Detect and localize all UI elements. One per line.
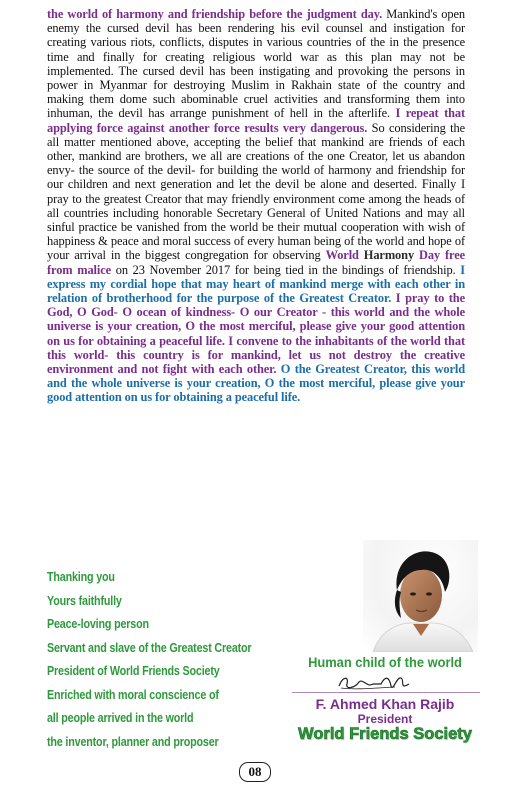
letter-body: [47, 7, 465, 405]
signatory-role: President: [357, 712, 413, 726]
portrait-photo: [363, 540, 478, 652]
closing-line: the inventor, planner and proposer: [47, 734, 219, 749]
handwritten-signature: [335, 672, 415, 694]
organization-name: World Friends Society: [298, 725, 472, 743]
body-emphasis-blue: I express my cordial hope that may heart of mankind merge with each other in relation of brotherhood for the purpose of the Greatest Creator.: [47, 262, 465, 306]
body-emphasis-purple: I pray to the God, O God- O ocean of kindness- O our Creator - this world and the whole universe is your creation, O the most merciful, please give your good attention on us for obtaining a peaceful life.: [47, 291, 465, 348]
signature-title: Human child of the world: [308, 654, 462, 670]
signatory-name: F. Ahmed Khan Rajib: [315, 696, 455, 712]
event-name-day: Day free from malice: [47, 248, 466, 277]
closing-line: Peace-loving person: [47, 617, 149, 631]
body-paragraph: on 23 November 2017 for being tied in the bindings of friendship.: [111, 262, 461, 277]
page-number: 08: [239, 762, 271, 782]
closing-line: all people arrived in the world: [47, 711, 194, 725]
body-paragraph: Mankind's open enemy the cursed devil has been rendering his evil counsel and instigation for creating various riots, conflicts, disputes in various countries of the in the presence time and finally for creating religious world war as this plan may not be implemented. The cursed devil has been instigating and provoking the persons in power in Myanmar for destroying Muslim in Rakhain state of the country and making them dome such abominable cruel activities and transforming them into inhuman, the devil has arrange punishment of hell in the afterlife.: [47, 7, 465, 121]
body-emphasis-purple: I convene to the inhabitants of the world that this world- this country is for mankind, let us not destroy the creative environment and not fight with each other.: [47, 333, 465, 377]
closing-line: Thanking you: [47, 570, 115, 584]
body-emphasis-purple: the world of harmony and friendship before the judgment day.: [47, 7, 383, 21]
closing-line: Yours faithfully: [47, 593, 122, 608]
closing-block: [47, 566, 253, 754]
signature-divider: [292, 692, 480, 693]
event-name-world: World: [325, 248, 359, 263]
closing-line: Servant and slave of the Greatest Creator: [47, 640, 252, 655]
body-emphasis-purple: I repeat that applying force against another force results very dangerous.: [47, 106, 466, 135]
body-paragraph: So considering the all matter mentioned above, accepting the belief that mankind are friends of each other, mankind are brothers, we all are creations of the one Creator, let us abandon envy- the source of the devil- for building the world of harmony and friendship for our children and next generation and let the devil be alone and deserted. Finally I pray to the greatest Creator that may friendly environment come among the heads of all countries including honorable Secretary General of United Nations and may all sinful practice be vanished from the world be their mutual cooperation with wish of happiness & peace and moral success of every human being of the world and hope of your arrival in the biggest congregation for observing: [47, 120, 465, 263]
body-emphasis-blue: O the Greatest Creator, this world and the whole universe is your creation, O the most merciful, please give your good attention on us for obtaining a peaceful life.: [47, 362, 465, 405]
closing-line: Enriched with moral conscience of: [47, 687, 219, 702]
closing-line: President of World Friends Society: [47, 664, 220, 678]
event-name-harmony: Harmony: [358, 248, 415, 263]
